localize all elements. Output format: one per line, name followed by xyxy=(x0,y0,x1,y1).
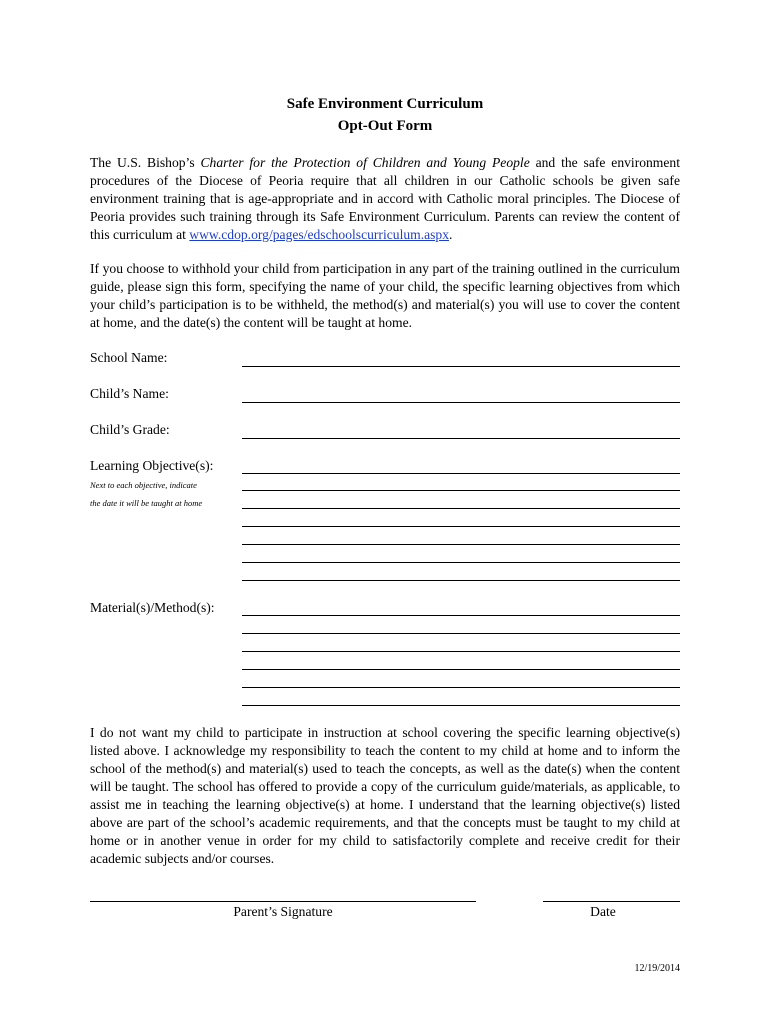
child-grade-field[interactable] xyxy=(242,438,680,439)
date-line[interactable] xyxy=(543,901,680,902)
parent-signature-label: Parent’s Signature xyxy=(233,904,333,919)
materials-methods-line[interactable] xyxy=(242,633,680,634)
parent-signature-line[interactable] xyxy=(90,901,476,902)
materials-methods-line[interactable] xyxy=(242,651,680,652)
materials-methods-line[interactable] xyxy=(242,687,680,688)
materials-methods-line[interactable] xyxy=(242,669,680,670)
curriculum-link[interactable]: www.cdop.org/pages/edschoolscurriculum.aspx xyxy=(189,227,450,242)
learning-objective-line[interactable] xyxy=(242,490,680,491)
learning-objective-line[interactable] xyxy=(242,544,680,545)
form-subtitle: Opt-Out Form xyxy=(337,118,433,134)
school-name-field[interactable] xyxy=(242,366,680,367)
learning-objective-line[interactable] xyxy=(242,526,680,527)
learning-objective-line[interactable] xyxy=(242,562,680,563)
intro-text-end: . xyxy=(449,227,453,242)
learning-objective-line[interactable] xyxy=(242,580,680,581)
intro-paragraph xyxy=(90,154,680,244)
objective-note-line1: Next to each objective, indicate xyxy=(90,480,197,490)
form-title: Safe Environment Curriculum xyxy=(286,96,484,112)
date-label: Date xyxy=(590,904,616,919)
materials-methods-line[interactable] xyxy=(242,705,680,706)
revision-date: 12/19/2014 xyxy=(634,963,680,974)
materials-methods-label: Material(s)/Method(s): xyxy=(90,600,215,615)
charter-title: Charter for the Protection of Children and Young People xyxy=(200,155,530,170)
instructions-paragraph: If you choose to withhold your child from participation in any part of the training outlined in the curriculum guide, please sign this form, specifying the name of your child, the specific learning objectives from which your child’s participation is to be withheld, the method(s) and material(s) you will use to cover the content at home, and the date(s) the content will be taught at home. xyxy=(90,261,680,330)
learning-objective-line[interactable] xyxy=(242,473,680,474)
intro-text-start: The U.S. Bishop’s xyxy=(90,155,201,170)
materials-methods-line[interactable] xyxy=(242,615,680,616)
learning-objective-line[interactable] xyxy=(242,508,680,509)
objective-note-line2: the date it will be taught at home xyxy=(90,498,203,508)
child-name-field[interactable] xyxy=(242,402,680,403)
learning-objectives-label: Learning Objective(s): xyxy=(90,458,214,473)
child-grade-label: Child’s Grade: xyxy=(90,422,170,437)
acknowledgement-paragraph: I do not want my child to participate in instruction at school covering the specific learning objective(s) listed above. I acknowledge my responsibility to teach the content to my child at home and to inform the school of the method(s) and material(s) used to teach the concepts, as well as the date(s) when the content will be taught. The school has offered to provide a copy of the curriculum guide/materials, as applicable, to assist me in teaching the learning objective(s) at home. I understand that the learning objective(s) listed above are part of the school’s academic requirements, and that the concepts must be taught to my child at home or in another venue in order for my child to satisfactorily complete and receive credit for their academic subjects and/or courses. xyxy=(90,725,680,866)
intro-text-middle: and the safe environment procedures of the Diocese of Peoria require that all children in our Catholic schools be given safe environment training that is age-appropriate and in accord with Catholic moral principles. The Diocese of Peoria provides such training through its Safe Environment Curriculum. Parents can review the content of this curriculum at xyxy=(90,155,680,242)
school-name-label: School Name: xyxy=(90,350,168,365)
child-name-label: Child’s Name: xyxy=(90,386,169,401)
